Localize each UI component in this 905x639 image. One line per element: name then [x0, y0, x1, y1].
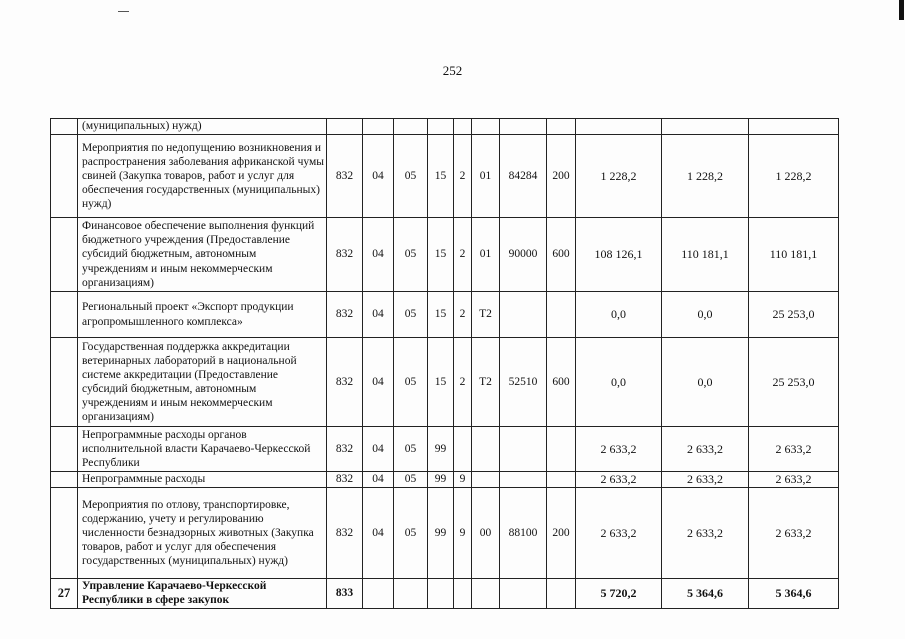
scan-artifact-edge	[899, 0, 904, 20]
ministry-code: 833	[327, 579, 363, 609]
subsection-code: 05	[394, 218, 428, 292]
row-number	[51, 338, 78, 427]
expense-code	[500, 579, 547, 609]
expense-type-code	[547, 427, 576, 472]
program-code: 99	[428, 472, 454, 488]
page-number: 252	[442, 63, 463, 78]
table-row	[51, 218, 839, 292]
ministry-code: 832	[327, 135, 363, 218]
table-row	[51, 427, 839, 472]
program-code: 15	[428, 292, 454, 338]
expense-type-code: 600	[547, 338, 576, 427]
subprogram-code	[454, 579, 472, 609]
expense-code	[500, 119, 547, 135]
expense-code: 88100	[500, 488, 547, 579]
program-code	[428, 119, 454, 135]
amount-year-1: 2 633,2	[576, 488, 662, 579]
subsection-code: 05	[394, 135, 428, 218]
expense-code: 84284	[500, 135, 547, 218]
subprogram-code: 2	[454, 338, 472, 427]
program-code: 99	[428, 427, 454, 472]
ministry-code: 832	[327, 427, 363, 472]
direction-code: Т2	[472, 292, 500, 338]
direction-code: Т2	[472, 338, 500, 427]
row-name: Региональный проект «Экспорт продукции агропромышленного комплекса»	[78, 292, 327, 338]
subprogram-code: 2	[454, 292, 472, 338]
expense-code	[500, 292, 547, 338]
section-code: 04	[363, 292, 394, 338]
subsection-code	[394, 579, 428, 609]
amount-year-1: 0,0	[576, 292, 662, 338]
amount-year-2: 1 228,2	[662, 135, 749, 218]
amount-year-1	[576, 119, 662, 135]
section-code	[363, 119, 394, 135]
expense-code: 90000	[500, 218, 547, 292]
table-row	[51, 292, 839, 338]
amount-year-1: 0,0	[576, 338, 662, 427]
row-name: Мероприятия по отлову, транспортировке, содержанию, учету и регулированию численности безнадзорных животных (Закупка товаров, работ и услуг для обеспечения государственных (муниципальных) нужд)	[78, 488, 327, 579]
section-code: 04	[363, 488, 394, 579]
direction-code: 01	[472, 218, 500, 292]
amount-year-2: 0,0	[662, 338, 749, 427]
subsection-code: 05	[394, 338, 428, 427]
row-name: Государственная поддержка аккредитации ветеринарных лабораторий в национальной системе аккредитации (Предоставление субсидий бюджетным, автономным учреждениям и иным некоммерческим организациям)	[78, 338, 327, 427]
ministry-code	[327, 119, 363, 135]
subprogram-code	[454, 119, 472, 135]
program-code: 15	[428, 338, 454, 427]
table-row	[51, 135, 839, 218]
amount-year-1: 2 633,2	[576, 472, 662, 488]
program-code	[428, 579, 454, 609]
table-row	[51, 579, 839, 609]
ministry-code: 832	[327, 218, 363, 292]
row-number	[51, 472, 78, 488]
subprogram-code: 9	[454, 488, 472, 579]
amount-year-1: 108 126,1	[576, 218, 662, 292]
expense-type-code	[547, 292, 576, 338]
direction-code	[472, 472, 500, 488]
subprogram-code: 9	[454, 472, 472, 488]
expense-type-code: 200	[547, 135, 576, 218]
program-code: 15	[428, 135, 454, 218]
expense-code	[500, 472, 547, 488]
row-number	[51, 488, 78, 579]
budget-table	[50, 118, 839, 609]
amount-year-2: 2 633,2	[662, 427, 749, 472]
table-row	[51, 488, 839, 579]
row-name: Финансовое обеспечение выполнения функций бюджетного учреждения (Предоставление субсидий бюджетным, автономным учреждениям и иным некоммерческим организациям)	[78, 218, 327, 292]
section-code: 04	[363, 472, 394, 488]
subprogram-code: 2	[454, 218, 472, 292]
scan-artifact-mark	[118, 11, 129, 12]
program-code: 15	[428, 218, 454, 292]
ministry-code: 832	[327, 338, 363, 427]
amount-year-2: 2 633,2	[662, 488, 749, 579]
section-code: 04	[363, 135, 394, 218]
row-name: Непрограммные расходы	[78, 472, 327, 488]
amount-year-2: 110 181,1	[662, 218, 749, 292]
amount-year-1: 1 228,2	[576, 135, 662, 218]
row-number: 27	[51, 579, 78, 609]
section-code: 04	[363, 338, 394, 427]
direction-code: 01	[472, 135, 500, 218]
amount-year-2: 0,0	[662, 292, 749, 338]
program-code: 99	[428, 488, 454, 579]
row-name: Управление Карачаево-Черкесской Республики в сфере закупок	[78, 579, 327, 609]
amount-year-3: 1 228,2	[749, 135, 839, 218]
table-row	[51, 119, 839, 135]
amount-year-3: 5 364,6	[749, 579, 839, 609]
subprogram-code	[454, 427, 472, 472]
direction-code	[472, 427, 500, 472]
ministry-code: 832	[327, 488, 363, 579]
ministry-code: 832	[327, 472, 363, 488]
expense-type-code	[547, 472, 576, 488]
expense-type-code	[547, 119, 576, 135]
table-row	[51, 338, 839, 427]
subprogram-code: 2	[454, 135, 472, 218]
row-number	[51, 218, 78, 292]
direction-code	[472, 579, 500, 609]
section-code	[363, 579, 394, 609]
amount-year-3: 2 633,2	[749, 488, 839, 579]
row-name: Непрограммные расходы органов исполнительной власти Карачаево-Черкесской Республики	[78, 427, 327, 472]
expense-code: 52510	[500, 338, 547, 427]
row-name: (муниципальных) нужд)	[78, 119, 327, 135]
direction-code: 00	[472, 488, 500, 579]
row-number	[51, 135, 78, 218]
table-body	[51, 119, 839, 609]
section-code: 04	[363, 218, 394, 292]
direction-code	[472, 119, 500, 135]
subsection-code: 05	[394, 472, 428, 488]
expense-code	[500, 427, 547, 472]
amount-year-2	[662, 119, 749, 135]
amount-year-3: 2 633,2	[749, 472, 839, 488]
amount-year-2: 5 364,6	[662, 579, 749, 609]
expense-type-code	[547, 579, 576, 609]
amount-year-3: 2 633,2	[749, 427, 839, 472]
row-number	[51, 119, 78, 135]
amount-year-3: 25 253,0	[749, 292, 839, 338]
amount-year-1: 5 720,2	[576, 579, 662, 609]
section-code: 04	[363, 427, 394, 472]
amount-year-1: 2 633,2	[576, 427, 662, 472]
row-number	[51, 427, 78, 472]
amount-year-3: 25 253,0	[749, 338, 839, 427]
subsection-code	[394, 119, 428, 135]
subsection-code: 05	[394, 292, 428, 338]
ministry-code: 832	[327, 292, 363, 338]
amount-year-3: 110 181,1	[749, 218, 839, 292]
subsection-code: 05	[394, 488, 428, 579]
expense-type-code: 600	[547, 218, 576, 292]
table-row	[51, 472, 839, 488]
subsection-code: 05	[394, 427, 428, 472]
amount-year-3	[749, 119, 839, 135]
amount-year-2: 2 633,2	[662, 472, 749, 488]
expense-type-code: 200	[547, 488, 576, 579]
row-name: Мероприятия по недопущению возникновения и распространения заболевания африканской чумы свиней (Закупка товаров, работ и услуг для обеспечения государственных (муниципальных) нужд)	[78, 135, 327, 218]
row-number	[51, 292, 78, 338]
